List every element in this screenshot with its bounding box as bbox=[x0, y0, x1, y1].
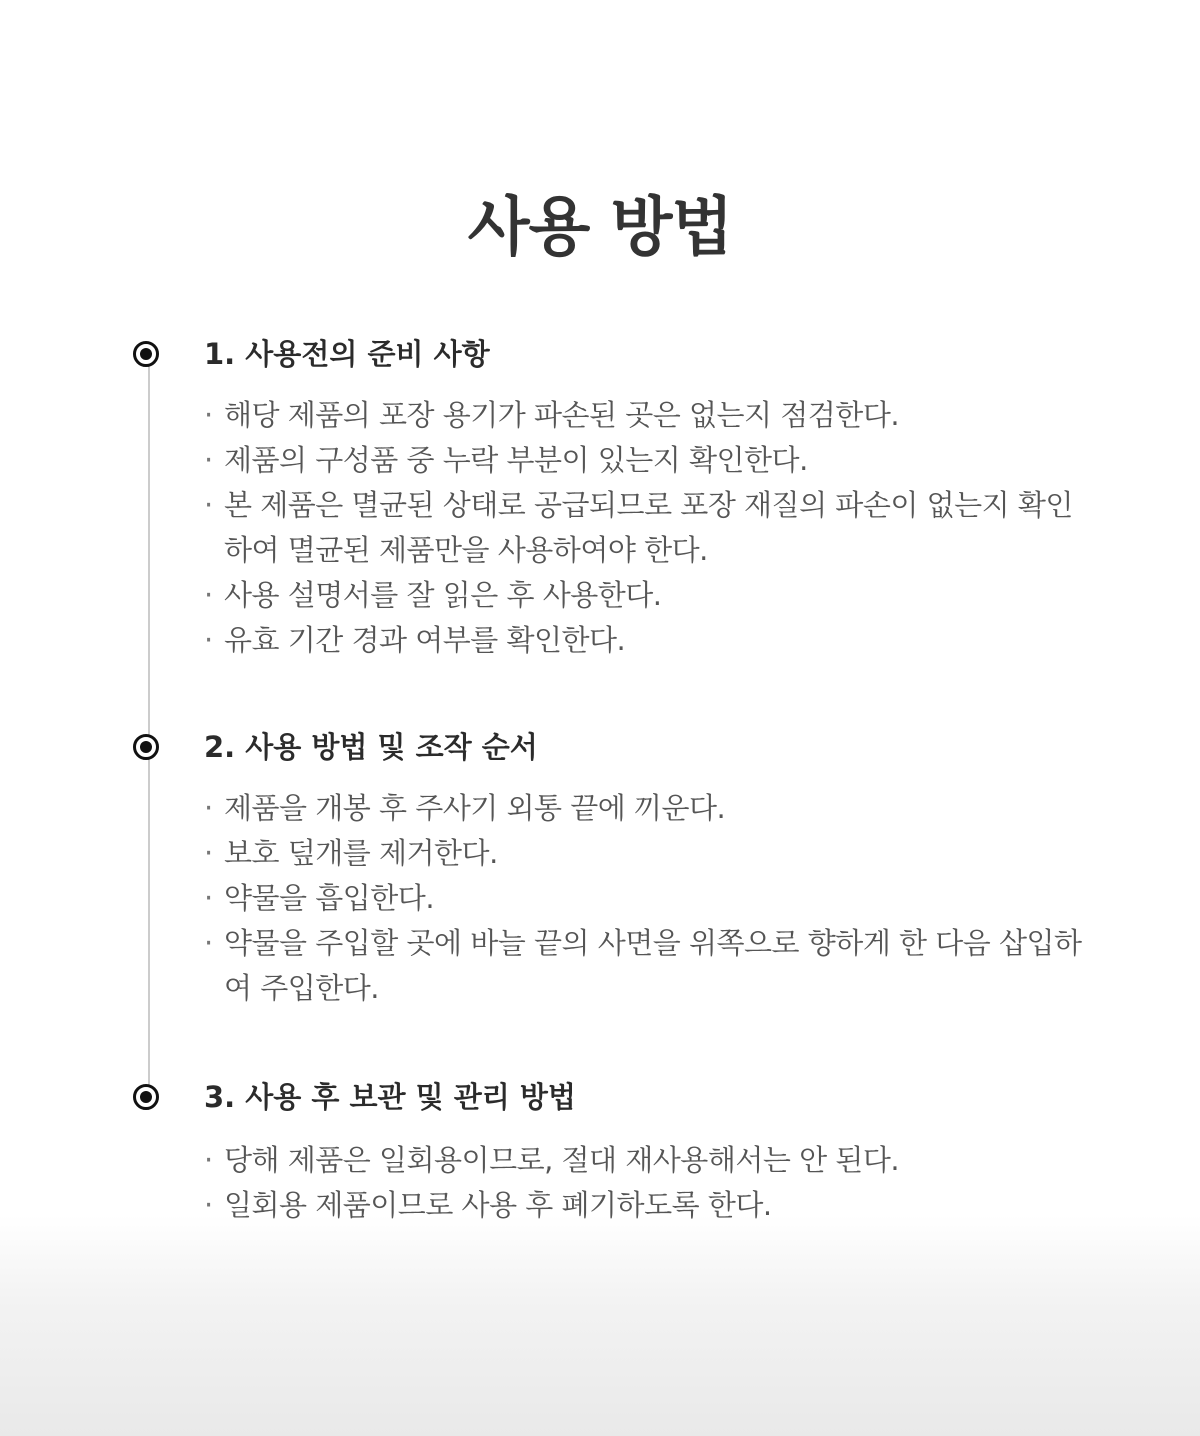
timeline-marker-2 bbox=[133, 734, 159, 760]
timeline-marker-1 bbox=[133, 341, 159, 367]
section-heading-2: 2. 사용 방법 및 조작 순서 bbox=[204, 730, 538, 764]
timeline-marker-3 bbox=[133, 1084, 159, 1110]
list-item: · 유효 기간 경과 여부를 확인한다. bbox=[204, 618, 1094, 663]
section-2-list bbox=[204, 786, 1094, 1011]
section-1-list bbox=[204, 393, 1094, 663]
list-item: · 제품의 구성품 중 누락 부분이 있는지 확인한다. bbox=[204, 438, 1094, 483]
list-item: · 일회용 제품이므로 사용 후 폐기하도록 한다. bbox=[204, 1183, 1094, 1228]
list-item: · 보호 덮개를 제거한다. bbox=[204, 831, 1094, 876]
section-heading-1: 1. 사용전의 준비 사항 bbox=[204, 337, 490, 371]
section-heading-3: 3. 사용 후 보관 및 관리 방법 bbox=[204, 1080, 576, 1114]
page-title: 사용 방법 bbox=[467, 191, 733, 265]
list-item: · 약물을 흡입한다. bbox=[204, 876, 1094, 921]
timeline-line bbox=[148, 354, 150, 1098]
list-item: · 해당 제품의 포장 용기가 파손된 곳은 없는지 점검한다. bbox=[204, 393, 1094, 438]
list-item: · 본 제품은 멸균된 상태로 공급되므로 포장 재질의 파손이 없는지 확인하여 멸균된 제품만을 사용하여야 한다. bbox=[204, 483, 1094, 573]
list-item: · 약물을 주입할 곳에 바늘 끝의 사면을 위쪽으로 향하게 한 다음 삽입하여 주입한다. bbox=[204, 921, 1094, 1011]
section-3-list bbox=[204, 1138, 1094, 1228]
list-item: · 당해 제품은 일회용이므로, 절대 재사용해서는 안 된다. bbox=[204, 1138, 1094, 1183]
list-item: · 사용 설명서를 잘 읽은 후 사용한다. bbox=[204, 573, 1094, 618]
list-item: · 제품을 개봉 후 주사기 외통 끝에 끼운다. bbox=[204, 786, 1094, 831]
